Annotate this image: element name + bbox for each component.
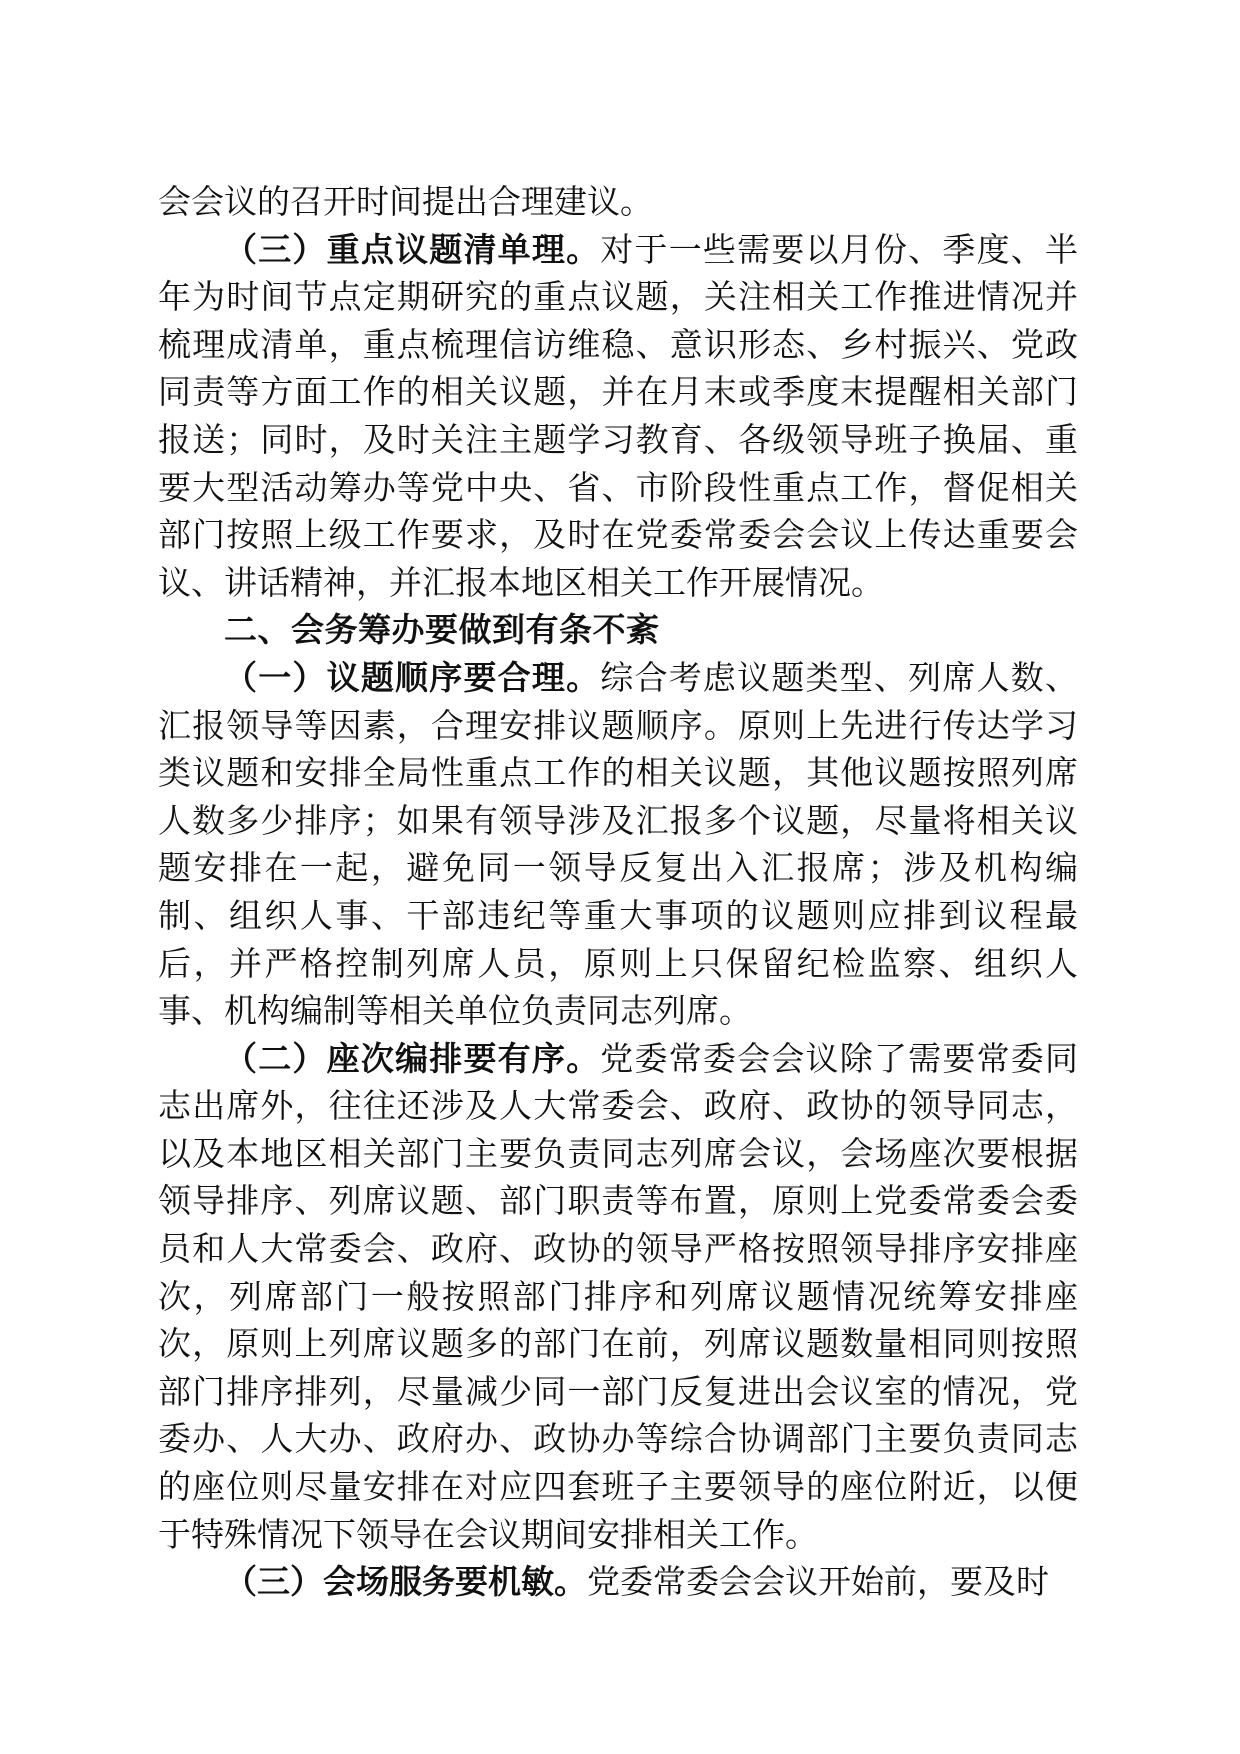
paragraph-lead: （三）重点议题清单理。 [224, 229, 601, 269]
paragraph-key-topics [158, 226, 1078, 607]
paragraph-text: 对于一些需要以月份、季度、半年为时间节点定期研究的重点议题，关注相关工作推进情况并梳理成清单，重点梳理信访维稳、意识形态、乡村振兴、党政同责等方面工作的相关议题，并在月末或季度末提醒相关部门报送；同时，及时关注主题学习教育、各级领导班子换届、重要大型活动筹办等党中央、省、市阶段性重点工作，督促相关部门按照上级工作要求，及时在党委常委会会议上传达重要会议、讲话精神，并汇报本地区相关工作开展情况。 [158, 229, 1079, 602]
paragraph-text: 党委常委会会议除了需要常委同志出席外，往往还涉及人大常委会、政府、政协的领导同志，以及本地区相关部门主要负责同志列席会议，会场座次要根据领导排序、列席议题、部门职责等布置，原则上党委常委会委员和人大常委会、政府、政协的领导严格按照领导排序安排座次，列席部门一般按照部门排序和列席议题情况统筹安排座次，原则上列席议题多的部门在前，列席议题数量相同则按照部门排序排列，尽量减少同一部门反复进出会议室的情况，党委办、人大办、政府办、政协办等综合协调部门主要负责同志的座位则尽量安排在对应四套班子主要领导的座位附近，以便于特殊情况下领导在会议期间安排相关工作。 [158, 1038, 1079, 1554]
section-heading: 二、会务筹办要做到有条不紊 [224, 610, 660, 650]
paragraph-venue-service [158, 1558, 1078, 1606]
paragraph-seating [158, 1035, 1078, 1559]
paragraph-topic-order [158, 654, 1078, 1035]
paragraph-lead: （二）座次编排要有序。 [224, 1038, 601, 1078]
paragraph-text: 综合考虑议题类型、列席人数、汇报领导等因素，合理安排议题顺序。原则上先进行传达学习类议题和安排全局性重点工作的相关议题，其他议题按照列席人数多少排序；如果有领导涉及汇报多个议题，尽量将相关议题安排在一起，避免同一领导反复出入汇报席；涉及机构编制、组织人事、干部违纪等重大事项的议题则应排到议程最后，并严格控制列席人员，原则上只保留纪检监察、组织人事、机构编制等相关单位负责同志列席。 [158, 657, 1079, 1031]
paragraph-lead: （三）会场服务要机敏。 [224, 1562, 587, 1602]
paragraph-continuation [158, 178, 1078, 226]
paragraph-text: 党委常委会会议开始前，要及时 [587, 1562, 1049, 1602]
paragraph-lead: （一）议题顺序要合理。 [224, 657, 601, 697]
paragraph-text: 会会议的召开时间提出合理建议。 [158, 182, 653, 221]
document-page [158, 178, 1078, 1606]
